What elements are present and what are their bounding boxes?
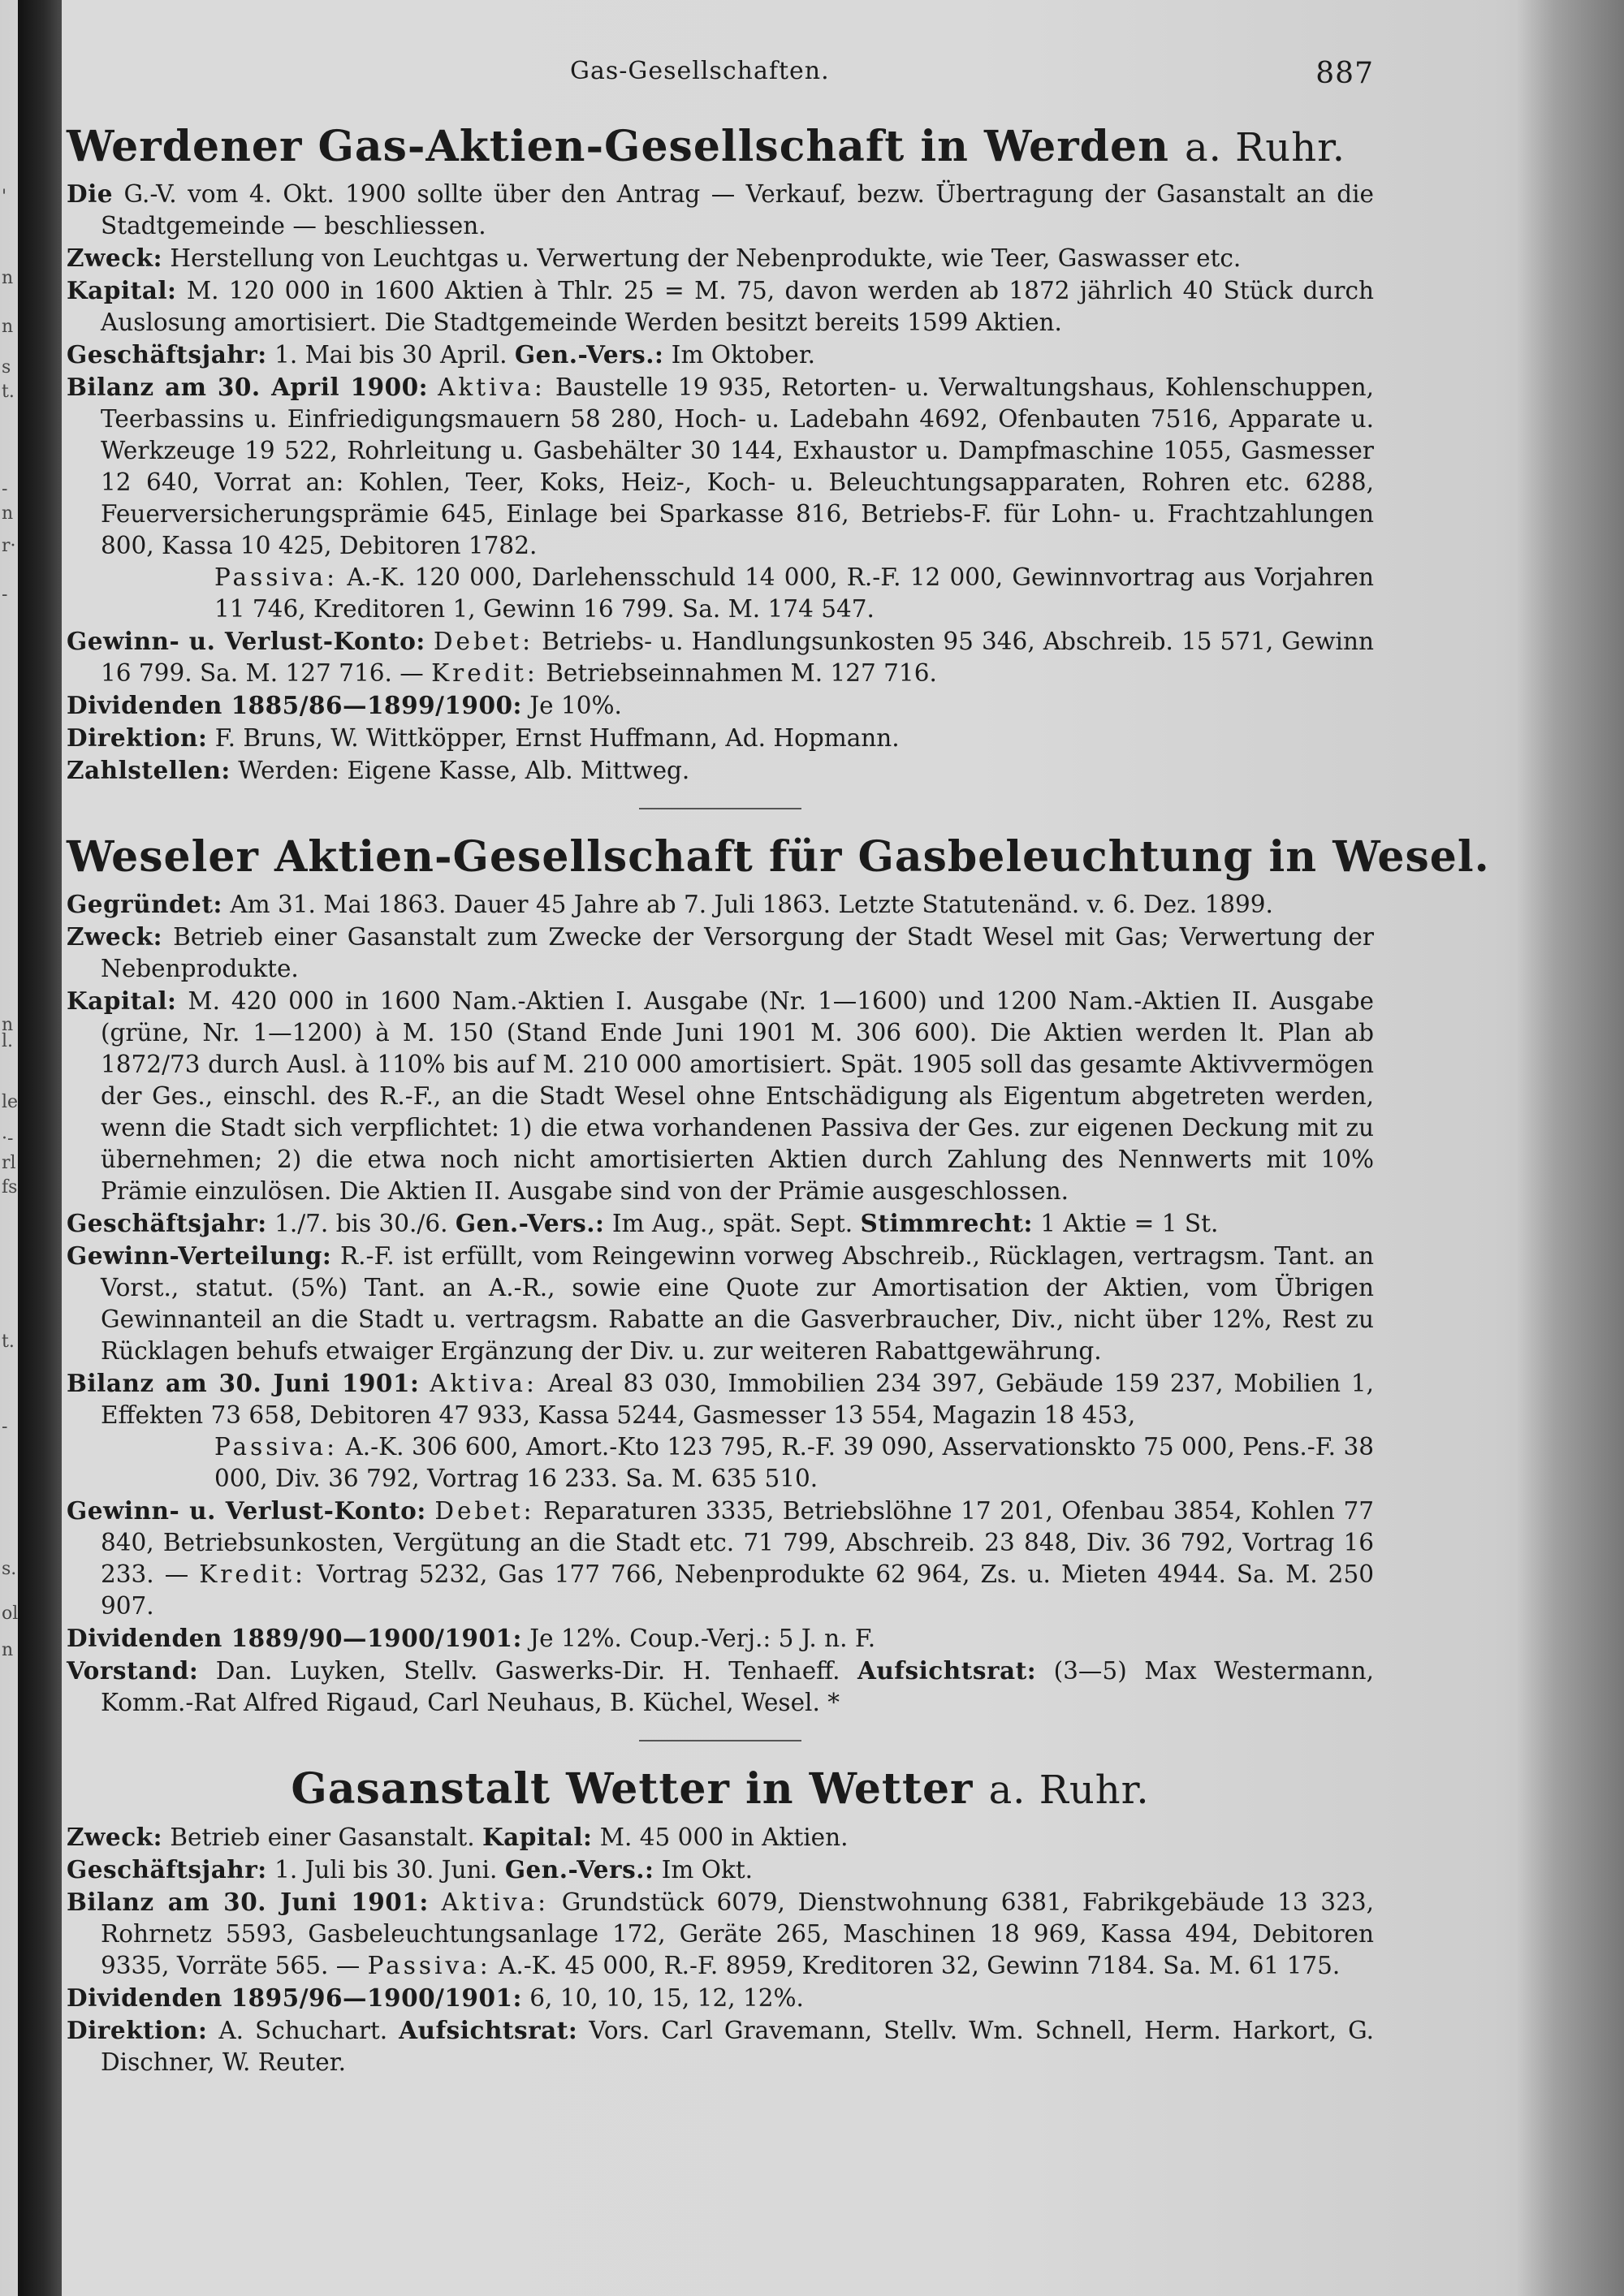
entry-label: Direktion: [67, 723, 208, 753]
entry-label: Gen.-Vers.: [514, 340, 664, 369]
entry-text: 1./7. bis 30./6. [266, 1210, 448, 1238]
entry-text: Dan. Luyken, Stellv. Gaswerks-Dir. H. Tenhaeff. [198, 1657, 840, 1685]
entry-text: 1. Mai bis 30 April. [266, 341, 508, 369]
entry-text: A. Schuchart. [207, 2016, 388, 2044]
entry-paragraph [67, 1367, 1374, 1495]
entry-label: Zweck: [67, 1822, 162, 1851]
margin-fragment: s. [2, 1559, 17, 1579]
page-binding-edge [18, 0, 62, 2296]
section-divider [639, 1740, 801, 1741]
margin-fragment: t. [2, 1331, 15, 1352]
margin-fragment: - [2, 585, 8, 605]
entry-text: 1. Juli bis 30. Juni. [266, 1855, 498, 1884]
entry-text: Reparaturen 3335, Betriebslöhne 17 201, Ofenbau 3854, Kohlen 77 840, Betriebsunkosten, Vergütung an die Stadt etc. 71 799, Abschreib. 23 848, Div. 36 792, Vortrag 16 233. — [101, 1497, 1374, 1589]
entry-text: A.-K. 45 000, R.-F. 8959, Kreditoren 32, Gewinn 7184. Sa. M. 61 175. [490, 1951, 1341, 1979]
spaced-label: Aktiva: [438, 373, 546, 402]
entry-label: Kapital: [67, 276, 177, 305]
entry-label: Bilanz am 30. April 1900: [67, 373, 429, 402]
header-title: Gas-Gesellschaften. [570, 57, 830, 85]
margin-fragment: rl [2, 1153, 16, 1173]
entry-text: R.-F. ist erfüllt, vom Reingewinn vorweg Abschreib., Rücklagen, vertragsm. Tant. an Vorst., statut. (5%) Tant. an A.-R., sowie eine Quote zur Amortisation der Aktien, vom Übrigen Gewinnanteil an die Stadt u. vertragsm. Rabatte an die Gasverbraucher, Div., nicht über 12%, Rest zu Rücklagen behufs etwaiger Ergänzung der Div. u. zur weiteren Rabattgewährung. [101, 1242, 1374, 1366]
spaced-label: Aktiva: [430, 1370, 538, 1398]
spaced-label: Passiva: [367, 1951, 491, 1979]
left-margin-fragments [0, 0, 18, 2296]
company-sections [67, 122, 1490, 2078]
entry-label: Gewinn- u. Verlust-Konto: [67, 1496, 426, 1526]
entry-label: Gewinn-Verteilung: [67, 1241, 332, 1271]
entry-text: A.-K. 306 600, Amort.-Kto 123 795, R.-F. 39 090, Asservationskto 75 000, Pens.-F. 38 000, Div. 36 792, Vortrag 16 233. Sa. M. 635 510. [214, 1433, 1374, 1493]
section-divider [639, 808, 801, 809]
margin-fragment: t. [2, 382, 15, 402]
entry-paragraph [67, 371, 1374, 625]
entry-text: 6, 10, 10, 15, 12, 12%. [521, 1983, 804, 2012]
running-header [67, 57, 1374, 106]
entry-text: Betriebs- u. Handlungsunkosten 95 346, Abschreib. 15 571, Gewinn 16 799. Sa. M. 127 716. — [101, 628, 1374, 688]
entry-label: Gen.-Vers.: [504, 1854, 654, 1884]
page-number: 887 [1315, 57, 1374, 90]
entry-text: Areal 83 030, Immobilien 234 397, Gebäude 159 237, Mobilien 1, Effekten 73 658, Debitoren 47 933, Kassa 5244, Gasmesser 13 554, Magazin 18 453, [101, 1370, 1374, 1430]
entry-text: Im Aug., spät. Sept. [604, 1210, 853, 1238]
margin-fragment: ' [2, 187, 7, 207]
entry-label: Direktion: [67, 2015, 208, 2044]
spaced-label: Debet: [433, 628, 534, 656]
page-content [67, 57, 1490, 2078]
entry-text: M. 45 000 in Aktien. [592, 1823, 849, 1851]
entry-paragraph [67, 722, 1374, 754]
entry-text: Im Oktober. [663, 341, 816, 369]
entry-text: Im Okt. [654, 1855, 754, 1884]
entry-paragraph [67, 339, 1374, 371]
entry-label: Aufsichtsrat: [857, 1656, 1037, 1685]
entry-label: Dividenden 1889/90—1900/1901: [67, 1624, 522, 1653]
entry-paragraph [67, 1240, 1374, 1367]
entry-paragraph [67, 274, 1374, 339]
company-location: a. Ruhr. [1185, 125, 1346, 170]
entry-label: Stimmrecht: [860, 1209, 1033, 1238]
entry-label: Geschäftsjahr: [67, 1209, 267, 1238]
entry-paragraph [67, 1886, 1374, 1982]
passiva-continuation [101, 562, 1374, 625]
margin-fragment: n [2, 268, 14, 288]
entry-label: Zweck: [67, 922, 162, 952]
entry-text: Grundstück 6079, Dienstwohnung 6381, Fabrikgebäude 13 323, Rohrnetz 5593, Gasbeleuchtungsanlage 172, Geräte 265, Maschinen 18 969, Kassa 494, Debitoren 9335, Vorräte 565. — [101, 1888, 1374, 1979]
entry-text: Herstellung von Leuchtgas u. Verwertung der Nebenprodukte, wie Teer, Gaswasser etc. [162, 244, 1242, 273]
entry-text: Am 31. Mai 1863. Dauer 45 Jahre ab 7. Juli 1863. Letzte Statutenänd. v. 6. Dez. 1899. [222, 891, 1273, 919]
entry-paragraph [67, 921, 1374, 985]
entry-text: M. 120 000 in 1600 Aktien à Thlr. 25 = M. 75, davon werden ab 1872 jährlich 40 Stück durch Auslosung amortisiert. Die Stadtgemeinde Werden besitzt bereits 1599 Aktien. [101, 277, 1374, 337]
entry-paragraph [67, 1207, 1374, 1240]
entry-label: Bilanz am 30. Juni 1901: [67, 1369, 420, 1398]
margin-fragment: - [2, 479, 8, 499]
entry-text: Baustelle 19 935, Retorten- u. Verwaltungshaus, Kohlenschuppen, Teerbassins u. Einfriedigungsmauern 58 280, Hoch- u. Ladebahn 4692, Ofenbauten 7516, Apparate u. Werkzeuge 19 522, Rohrleitung u. Gasbehälter 30 144, Exhaustor u. Dampfmaschine 1055, Gasmesser 12 640, Vorrat an: Kohlen, Teer, Koks, Heiz-, Koch- u. Beleuchtungsapparaten, Rohren etc. 6288, Feuerversicherungsprämie 645, Einlage bei Sparkasse 816, Betriebs-F. für Lohn- u. Frachtzahlungen 800, Kassa 10 425, Debitoren 1782. [101, 373, 1374, 560]
entry-paragraph [67, 1622, 1374, 1655]
page-edge-shadow [1517, 0, 1624, 2296]
entry-paragraph [67, 178, 1374, 242]
margin-fragment: n [2, 503, 14, 524]
entry-label: Zweck: [67, 244, 162, 273]
entry-text: Vortrag 5232, Gas 177 766, Nebenprodukte 62 964, Zs. u. Mieten 4944. Sa. M. 250 907. [101, 1560, 1374, 1621]
section-title [67, 832, 1490, 883]
entry-paragraph [67, 888, 1374, 921]
entry-paragraph [67, 1495, 1374, 1622]
spaced-label: Debet: [434, 1497, 535, 1526]
margin-fragment: ol [2, 1603, 19, 1624]
entry-text: (3—5) Max Westermann, Komm.-Rat Alfred Rigaud, Carl Neuhaus, B. Küchel, Wesel. * [101, 1657, 1375, 1717]
entry-paragraph [67, 625, 1374, 689]
margin-fragment: l. [2, 1031, 14, 1051]
spaced-label: Aktiva: [441, 1888, 550, 1916]
spaced-label: Kredit: [431, 659, 538, 688]
entry-label: Dividenden 1895/96—1900/1901: [67, 1983, 522, 2012]
entry-text: Betriebseinnahmen M. 127 716. [538, 659, 937, 688]
entry-label: Geschäftsjahr: [67, 1854, 267, 1884]
margin-fragment: n [2, 1015, 14, 1035]
margin-fragment: s [2, 357, 11, 378]
entry-paragraph [67, 1854, 1374, 1886]
entry-paragraph [67, 754, 1374, 787]
margin-fragment: ·- [2, 1129, 14, 1149]
entry-text: Betrieb einer Gasanstalt zum Zwecke der Versorgung der Stadt Wesel mit Gas; Verwertung der Nebenprodukte. [101, 923, 1374, 983]
company-name: Weseler Aktien-Gesellschaft für Gasbeleuchtung in Wesel. [67, 832, 1490, 883]
entry-text: Werden: Eigene Kasse, Alb. Mittweg. [230, 757, 690, 785]
entry-text: 1 Aktie = 1 St. [1032, 1210, 1219, 1238]
entry-text: Je 10%. [521, 692, 622, 720]
margin-fragment: fs [2, 1177, 18, 1198]
entry-paragraph [67, 985, 1374, 1207]
margin-fragment: n [2, 317, 14, 337]
entry-paragraph [67, 242, 1374, 274]
entry-text: G.-V. vom 4. Okt. 1900 sollte über den Antrag — Verkauf, bezw. Übertragung der Gasanstalt an die Stadtgemeinde — beschliessen. [101, 180, 1374, 240]
entry-text: Betrieb einer Gasanstalt. [162, 1823, 475, 1851]
section-title [67, 1764, 1374, 1815]
margin-fragment: le [2, 1092, 19, 1112]
entry-text: F. Bruns, W. Wittköpper, Ernst Huffmann, Ad. Hopmann. [207, 724, 900, 753]
entry-paragraph [67, 1655, 1374, 1719]
spaced-label: Passiva: [214, 1433, 339, 1461]
margin-fragment: - [2, 1417, 8, 1437]
margin-fragment: r· [2, 536, 16, 556]
section-title [67, 123, 1374, 170]
entry-label: Bilanz am 30. Juni 1901: [67, 1887, 429, 1916]
passiva-continuation [101, 1431, 1374, 1495]
entry-label: Kapital: [482, 1822, 593, 1851]
entry-label: Gegründet: [67, 890, 222, 919]
margin-fragment: n [2, 1640, 14, 1660]
entry-label: Geschäftsjahr: [67, 340, 267, 369]
entry-text: Je 12%. Coup.-Verj.: 5 J. n. F. [521, 1625, 876, 1653]
entry-paragraph [67, 689, 1374, 722]
entry-label: Vorstand: [67, 1656, 199, 1685]
entry-paragraph [67, 1982, 1374, 2014]
company-name: Werdener Gas-Aktien-Gesellschaft in Werden [67, 122, 1169, 171]
company-name: Gasanstalt Wetter in Wetter [291, 1764, 974, 1815]
spaced-label: Passiva: [214, 563, 339, 592]
entry-label: Kapital: [67, 986, 177, 1016]
entry-text: Vors. Carl Gravemann, Stellv. Wm. Schnell, Herm. Harkort, G. Dischner, W. Reuter. [101, 2016, 1374, 2076]
entry-label: Dividenden 1885/86—1899/1900: [67, 691, 522, 720]
entry-label: Aufsichtsrat: [399, 2015, 578, 2044]
entry-label: Die [67, 179, 114, 209]
entry-paragraph [67, 2014, 1374, 2078]
entry-text: M. 420 000 in 1600 Nam.-Aktien I. Ausgabe (Nr. 1—1600) und 1200 Nam.-Aktien II. Ausgabe (grüne, Nr. 1—1200) à M. 150 (Stand Ende Juni 1901 M. 306 600). Die Aktien werden lt. Plan ab 1872/73 durch Ausl. à 110% bis auf M. 210 000 amortisiert. Spät. 1905 soll das gesamte Aktivvermögen der Ges., einschl. des R.-F., an die Stadt Wesel ohne Entschädigung als Eigentum abgetreten werden, wenn die Stadt sich verpflichtet: 1) die etwa vorhandenen Passiva der Ges. zur eigenen Deckung mit zu übernehmen; 2) die etwa noch nicht amortisierten Aktien durch Zahlung des Nennwerts mit 10% Prämie einzulösen. Die Aktien II. Ausgabe sind von der Prämie ausgeschlossen. [101, 987, 1374, 1206]
entry-label: Gewinn- u. Verlust-Konto: [67, 627, 425, 656]
entry-paragraph [67, 1821, 1374, 1854]
entry-text: A.-K. 120 000, Darlehensschuld 14 000, R.-F. 12 000, Gewinnvortrag aus Vorjahren 11 746, Kreditoren 1, Gewinn 16 799. Sa. M. 174 547. [214, 563, 1374, 624]
entry-label: Zahlstellen: [67, 756, 231, 785]
entry-label: Gen.-Vers.: [455, 1209, 605, 1238]
company-location: a. Ruhr. [988, 1767, 1150, 1814]
spaced-label: Kredit: [199, 1560, 306, 1589]
